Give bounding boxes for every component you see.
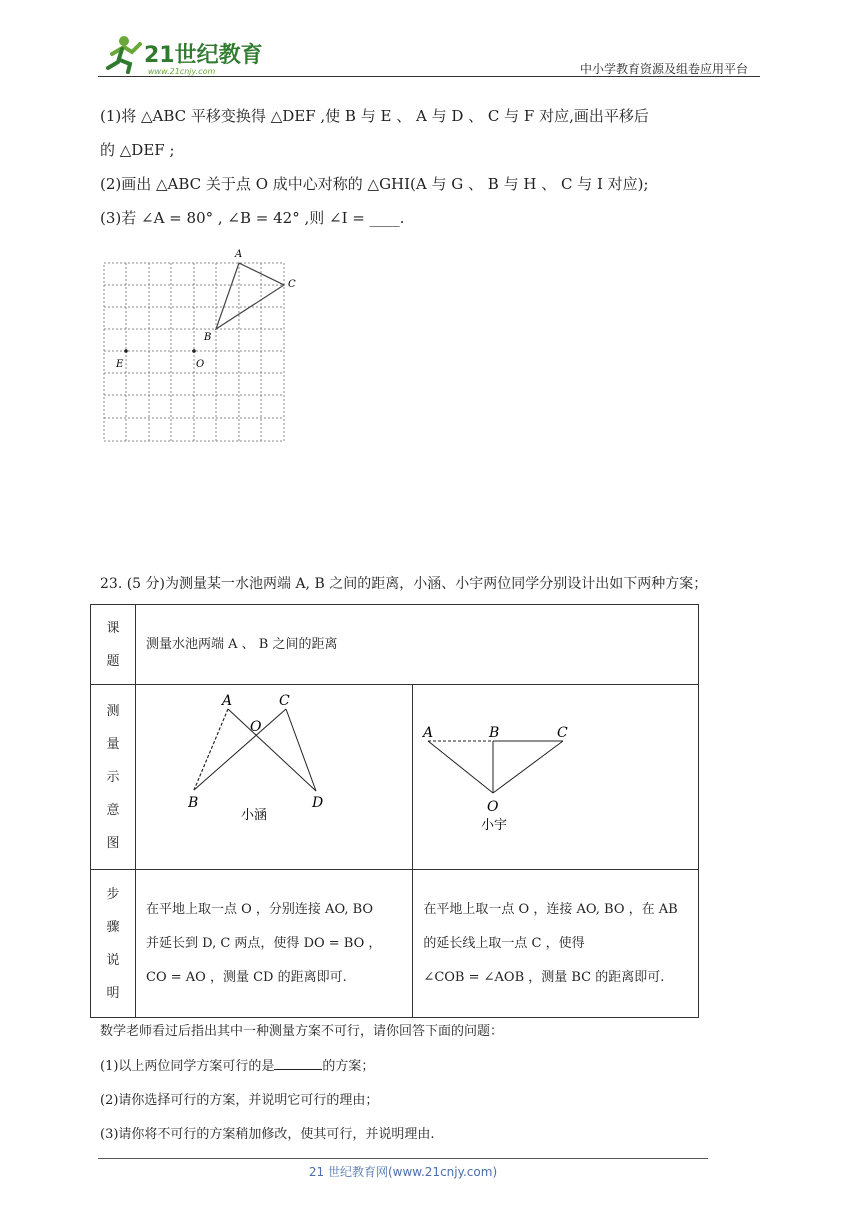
logo-text: 21世纪教育 <box>144 43 263 68</box>
q22-part2: (2)画出 △ABC 关于点 O 成中心对称的 △GHI(A 与 G 、 B 与 H 、 C 与 I 对应); <box>100 175 649 193</box>
site-logo <box>98 32 268 76</box>
steps-xiaohan <box>136 870 413 1018</box>
q23-sub3: (3)请你将不可行的方案稍加修改，使其可行，并说明理由. <box>100 1127 435 1142</box>
step-line: 的延长线上取一点 C ，使得 <box>423 935 585 951</box>
footer-divider <box>98 1158 708 1159</box>
fig1-label-a: A <box>222 693 233 709</box>
q23-after: 数学老师看过后指出其中一种测量方案不可行，请你回答下面的问题： <box>100 1024 504 1039</box>
label-char: 图 <box>106 835 120 851</box>
header-right-text: 中小学教育资源及组卷应用平台 <box>580 62 749 76</box>
label-a: A <box>235 249 243 260</box>
label-char: 明 <box>106 985 120 1001</box>
q23-sub2: (2)请你选择可行的方案，并说明它可行的理由； <box>100 1093 379 1108</box>
label-char: 步 <box>106 886 120 902</box>
fig1-label-o: O <box>250 719 262 735</box>
logo-url: www.21cnjy.com <box>148 67 216 76</box>
label-char: 测 <box>106 703 120 719</box>
label-char: 示 <box>106 769 120 785</box>
step-line: 在平地上取一点 O ，分别连接 AO, BO <box>146 901 374 917</box>
steps-xiaoyu <box>413 870 699 1018</box>
q22-part1-line2: 的 △DEF ; <box>100 141 175 159</box>
label-b: B <box>204 332 212 343</box>
triangle-abc <box>216 263 284 329</box>
sub1-suffix: 的方案； <box>322 1059 375 1074</box>
scheme-table <box>90 604 699 1018</box>
label-o: O <box>196 359 205 370</box>
point-e <box>124 349 128 353</box>
row-label-steps <box>91 870 136 1018</box>
sub1-prefix: (1)以上两位同学方案可行的是 <box>100 1059 275 1074</box>
q23-intro: 23. (5 分)为测量某一水池两端 A, B 之间的距离，小涵、小宇两位同学分别设计出如下两种方案； <box>100 576 708 592</box>
label-e: E <box>116 359 124 370</box>
fig1-caption: 小涵 <box>241 808 268 823</box>
q22-part1-line1: (1)将 △ABC 平移变换得 △DEF ,使 B 与 E 、 A 与 D 、 C 与 F 对应,画出平移后 <box>100 107 649 125</box>
fig2-caption: 小宇 <box>481 818 508 833</box>
fig2-label-b: B <box>489 725 500 741</box>
label-char: 说 <box>106 952 120 968</box>
row-label-topic <box>91 605 136 685</box>
step-line: CO = AO ，测量 CD 的距离即可. <box>146 969 347 985</box>
label-char: 骤 <box>106 919 120 935</box>
label-char: 课 <box>106 620 120 636</box>
fig2-label-o: O <box>487 799 499 815</box>
footer-link[interactable]: 21 世纪教育网(www.21cnjy.com) <box>308 1165 498 1179</box>
row-label-diagram <box>91 685 136 870</box>
diagram-xiaohan <box>136 685 413 870</box>
diagram-xiaoyu <box>413 685 699 870</box>
answer-blank[interactable] <box>274 1057 322 1070</box>
fig1-label-d: D <box>312 795 324 811</box>
label-c: C <box>288 279 296 290</box>
q23-sub1 <box>100 1057 374 1077</box>
grid-figure <box>98 245 298 454</box>
fig2-label-c: C <box>557 725 569 741</box>
point-o <box>192 349 196 353</box>
step-line: ∠COB = ∠AOB ，测量 BC 的距离即可. <box>423 969 665 985</box>
topic-text: 测量水池两端 A 、 B 之间的距离 <box>136 605 699 685</box>
label-char: 量 <box>106 736 120 752</box>
step-line: 并延长到 D, C 两点，使得 DO = BO ， <box>146 935 382 951</box>
label-char: 题 <box>106 653 120 669</box>
q22-part3: (3)若 ∠A = 80° , ∠B = 42° ,则 ∠I = ____. <box>100 209 405 227</box>
fig2-label-a: A <box>423 725 434 741</box>
header-divider <box>98 76 760 77</box>
fig1-label-b: B <box>188 795 199 811</box>
label-char: 意 <box>106 802 120 818</box>
fig1-label-c: C <box>279 693 290 709</box>
step-line: 在平地上取一点 O ，连接 AO, BO ，在 AB <box>423 901 678 917</box>
